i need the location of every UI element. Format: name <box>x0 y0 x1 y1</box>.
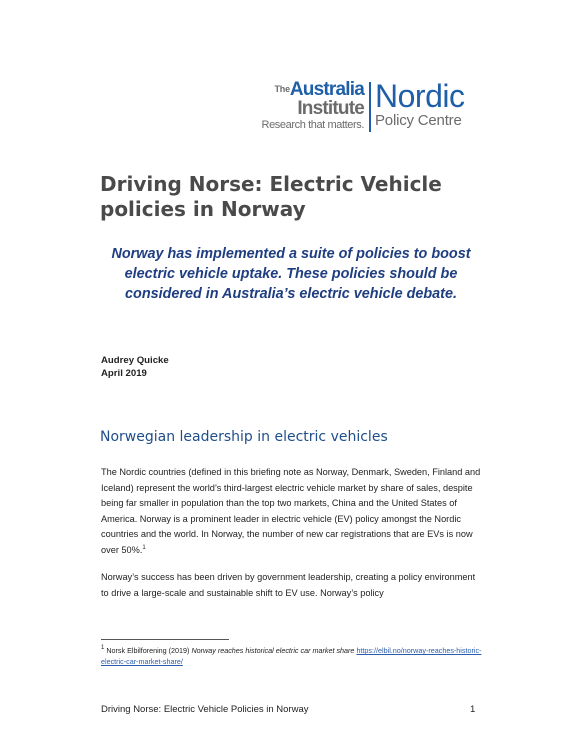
body-paragraph-1 <box>101 465 481 558</box>
australia-institute-logo <box>258 80 364 132</box>
logo-policy-centre: Policy Centre <box>375 112 462 129</box>
author-block <box>101 354 169 380</box>
logo-institute: Institute <box>297 98 364 119</box>
footnote-source: Norsk Elbilforening (2019) <box>106 646 190 655</box>
logo-divider <box>369 82 371 132</box>
page-number: 1 <box>470 704 476 715</box>
logo-australia: Australia <box>289 79 364 100</box>
footnote-rule <box>101 639 229 640</box>
footnote-link[interactable]: https://elbil.no/norway-reaches-historic-electric-car-market-share/ <box>101 646 482 666</box>
section-heading: Norwegian leadership in electric vehicles <box>100 429 388 445</box>
organization-logo <box>258 80 498 140</box>
logo-nordic: Nordic <box>375 78 465 114</box>
document-title: Driving Norse: Electric Vehicle policies in Norway <box>100 172 442 221</box>
footnote-title: Norway reaches historical electric car market share <box>191 646 355 655</box>
lead-summary: Norway has implemented a suite of policies to boost electric vehicle uptake. These policies should be considered in Australia’s electric vehicle debate. <box>111 246 471 302</box>
publication-date: April 2019 <box>101 368 147 379</box>
body-paragraph-2: Norway’s success has been driven by government leadership, creating a policy environment to drive a large-scale and sustainable shift to EV use. Norway’s policy <box>101 572 476 598</box>
paragraph-1-text: The Nordic countries (defined in this briefing note as Norway, Denmark, Sweden, Finland and Iceland) represent the world’s third-largest electric vehicle market by share of sales, despite being far smaller in population than the top two markets, China and the United States of America. Norway is a prominent leader in electric vehicle (EV) policy amongst the Nordic countries and the world. In Norway, the number of new car registrations that are EVs is now over 50%. <box>101 467 481 555</box>
running-footer-title: Driving Norse: Electric Vehicle Policies in Norway <box>101 704 309 715</box>
footnote-ref[interactable]: 1 <box>142 544 146 551</box>
footnote <box>101 645 486 667</box>
footnote-number: 1 <box>101 645 105 651</box>
logo-tagline: Research that matters. <box>261 119 364 131</box>
nordic-policy-centre-logo <box>375 80 464 130</box>
logo-the: The <box>274 84 290 94</box>
author-name: Audrey Quicke <box>101 355 169 366</box>
